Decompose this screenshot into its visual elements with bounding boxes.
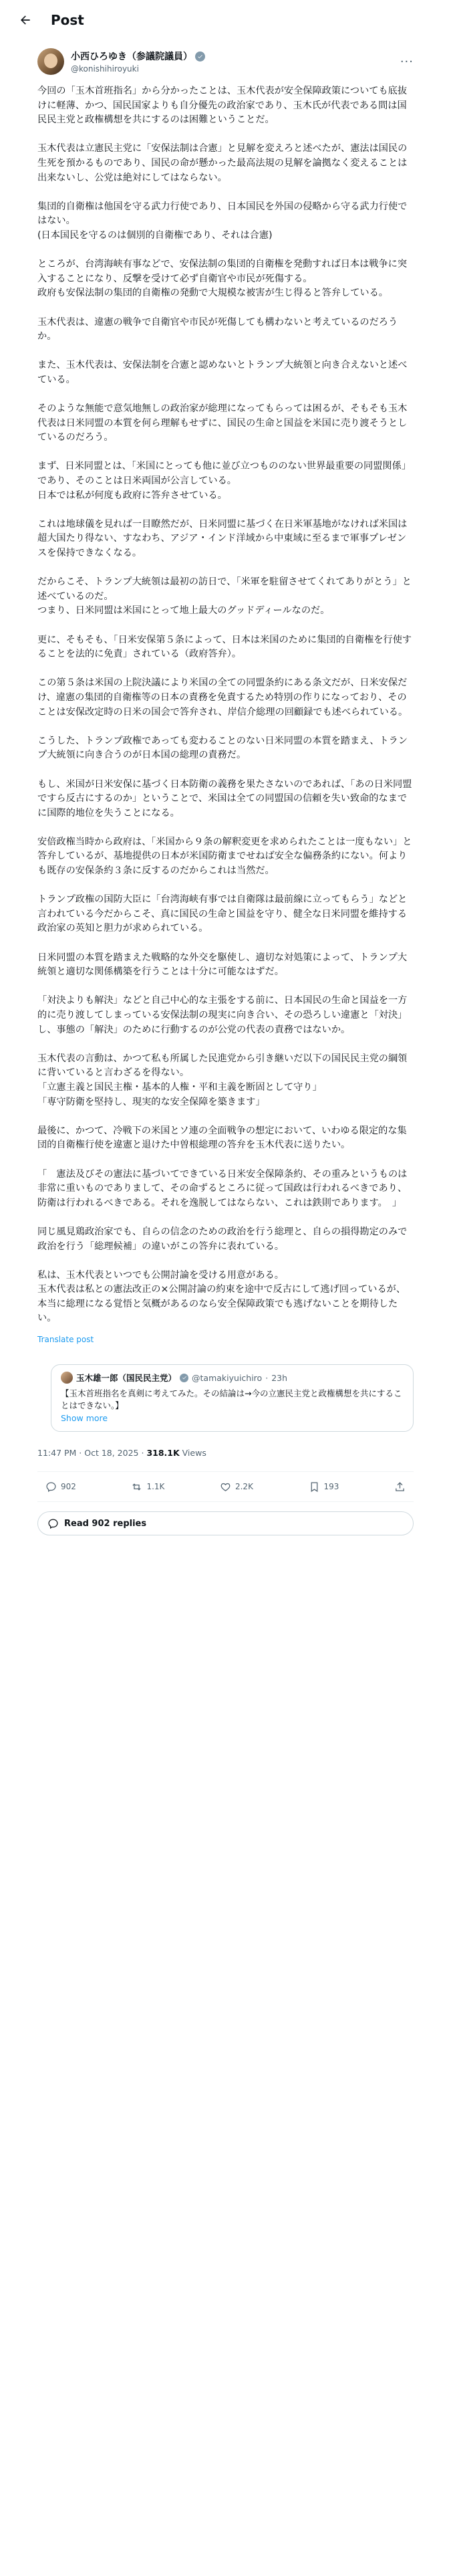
author-handle[interactable]: @konishihiroyuki — [71, 64, 139, 74]
post-paragraph: 私は、玉木代表といつでも公開討論を受ける用意がある。 玉木代表は私との憲法改正の×公開討論の約束を途中で反古にして逃げ回っているが、本当に総理になる覚悟と気概があるのなら安全保障政策でも逃げないことを期待したい。 — [37, 1269, 406, 1324]
repost-count: 1.1K — [146, 1482, 165, 1492]
read-replies-button[interactable] — [37, 1511, 414, 1535]
bookmark-icon — [309, 1481, 320, 1493]
post-paragraph: 「 憲法及びその憲法に基づいてできている日米安全保障条約、その重みというものは非常に重いものでありまして、その命ずるところに従って国政は行われるべきであり、防衛は行われるべきである。それを逸脱してはならない、これは鉄則であります。 」 — [37, 1168, 408, 1208]
post-paragraph: 玉木代表の言動は、かつて私も所属した民進党から引き継いだ以下の国民民主党の綱領に背いていると言わざるを得ない。 「立憲主義と国民主権・基本的人権・平和主義を断固として守り」 「専守防衛を堅持し、現実的な安全保障を築きます」 — [37, 1053, 408, 1107]
post-paragraph: これは地球儀を見れば一目瞭然だが、日米同盟に基づく在日米軍基地がなければ米国は超大国たり得ない、すなわち、アジア・インド洋域から中東域に至るまで軍事プレゼンスを保持できなくなる。 — [37, 518, 408, 558]
avatar[interactable] — [37, 48, 64, 75]
post-paragraph: 更に、そもそも、「日米安保第５条によって、日本は米国のために集団的自衛権を行使することを法的に免責」されている（政府答弁）。 — [37, 634, 412, 660]
author-name-line — [71, 49, 400, 63]
quoted-post-card[interactable] — [51, 1364, 414, 1432]
quote-separator: · — [265, 1372, 269, 1383]
read-replies-label: Read 902 replies — [64, 1518, 147, 1529]
reply-button[interactable] — [45, 1481, 76, 1493]
views-count: 318.1K — [146, 1448, 180, 1459]
post-paragraph: もし、米国が日米安保に基づく日本防衛の義務を果たさないのであれば、「あの日米同盟ですら反古にするのか」ということで、米国は全ての同盟国の信頼を失い致命的なまでに国際的地位を失うことになる。 — [37, 778, 412, 819]
post-paragraph: 同じ風見鶏政治家でも、自らの信念のための政治を行う総理と、自らの損得勘定のみで政治を行う「総理候補」の違いがこの答弁に表れている。 — [37, 1226, 408, 1252]
post-paragraph: ところが、台湾海峡有事などで、安保法制の集団的自衛権を発動すれば日本は戦争に突入することになり、反撃を受けて必ず自衛官や市民が死傷する。 政府も安保法制の集団的自衛権の発動で大規模な被害が生じ得ると答弁している。 — [37, 259, 408, 299]
like-count: 2.2K — [235, 1482, 253, 1492]
quote-author-name: 玉木雄一郎（国民民主党） — [76, 1373, 177, 1384]
post-paragraph: 日米同盟の本質を踏まえた戦略的な外交を駆使し、適切な対処策によって、トランプ大統領と適切な関係構築を行うことは十分に可能なはずだ。 — [37, 952, 408, 978]
like-icon — [220, 1481, 231, 1493]
show-more-link[interactable]: Show more — [61, 1413, 108, 1424]
post-paragraph: トランプ政権の国防大臣に「台湾海峡有事では自衛隊は最前線に立ってもらう」などと言われている今だからこそ、真に国民の生命と国益を守り、健全な日米同盟を維持する政治家の英知と胆力が求められている。 — [37, 894, 408, 934]
verified-badge-icon — [180, 1374, 188, 1382]
share-button[interactable] — [394, 1481, 406, 1493]
post-meta — [0, 1448, 451, 1458]
back-button[interactable] — [13, 8, 37, 32]
author-name[interactable]: 小西ひろゆき（参議院議員） — [71, 51, 192, 62]
translate-post-link[interactable]: Translate post — [37, 1334, 94, 1344]
repost-button[interactable] — [131, 1481, 164, 1493]
like-button[interactable] — [220, 1481, 253, 1493]
author-info — [71, 49, 400, 74]
meta-separator: · — [141, 1448, 147, 1459]
post-paragraph: 安倍政権当時から政府は、「米国から９条の解釈変更を求められたことは一度もない」と答弁しているが、基地提供の日本が米国防衛までせねば安全な偏務条約にない。何よりも既存の安保条約３条に反するのだからこれは当然だ。 — [37, 836, 412, 877]
post-paragraph: まず、日米同盟とは、「米国にとっても他に並び立つもののない世界最重要の同盟関係」であり、そのことは日米両国が公言している。 日本では私が何度も政府に答弁させている。 — [37, 461, 411, 501]
post-paragraph: 玉木代表は、違憲の戦争で自衛官や市民が死傷しても構わないと考えているのだろうか。 — [37, 316, 398, 342]
post-time[interactable]: 11:47 PM · Oct 18, 2025 — [37, 1448, 139, 1459]
reply-count: 902 — [61, 1482, 76, 1492]
share-icon — [394, 1481, 406, 1493]
post-paragraph: こうした、トランプ政権であっても変わることのない日米同盟の本質を踏まえ、トランプ大統領に向き合うのが日本国の総理の責務だ。 — [37, 735, 408, 761]
back-arrow-icon — [19, 13, 32, 27]
post-paragraph: 玉木代表は立憲民主党に「安保法制は合憲」と見解を変えろと述べたが、憲法は国民の生死を預かるものであり、国民の命が懸かった最高法規の見解を論拠なく変えることは出来ないし、公党は絶対にしてはならない。 — [37, 143, 408, 183]
bookmark-count: 193 — [323, 1482, 339, 1492]
quote-author-handle: @tamakiyuichiro — [192, 1372, 263, 1383]
quote-time: 23h — [271, 1372, 288, 1383]
quote-text: 【玉木首班指名を真剣に考えてみた。その結論は→今の立憲民主党と政権構想を共にすることはできない。】 — [61, 1388, 402, 1411]
chat-bubble-icon — [47, 1518, 59, 1529]
post-paragraph: だからこそ、トランプ大統領は最初の訪日で、「米軍を駐留させてくれてありがとう」と述べているのだ。 つまり、日米同盟は米国にとって地上最大のグッドディールなのだ。 — [37, 576, 412, 617]
quote-header — [61, 1372, 404, 1384]
post-paragraph: また、玉木代表は、安保法制を合憲と認めないとトランプ大統領と向き合えないと述べている。 — [37, 360, 408, 385]
top-bar — [0, 0, 451, 40]
post-paragraph: 今回の「玉木首班指名」から分かったことは、玉木代表が安全保障政策についても底抜けに軽薄、かつ、国民国家よりも自分優先の政治家であり、玉木氏が代表である間は国民民主党と政権構想を共にするのは困難ということだ。 — [37, 86, 408, 126]
post-paragraph: そのような無能で意気地無しの政治家が総理になってもらっては困るが、そもそも玉木代表は日米同盟の本質を何ら理解もせずに、国民の生命と国益を米国に売り渡そうとしているのだろう。 — [37, 403, 408, 443]
post-paragraph: 最後に、かつて、冷戦下の米国とソ連の全面戦争の想定において、いわゆる限定的な集団的自衛権行使を違憲と退けた中曽根総理の答弁を玉木代表に送りたい。 — [37, 1125, 407, 1151]
author-row — [0, 40, 451, 78]
repost-icon — [131, 1481, 142, 1493]
post-body — [0, 78, 451, 1347]
bookmark-button[interactable] — [309, 1481, 339, 1493]
verified-badge-icon — [195, 51, 205, 62]
reply-icon — [45, 1481, 57, 1493]
post-paragraph: 集団的自衛権は他国を守る武力行使であり、日本国民を外国の侵略から守る武力行使ではない。 (日本国民を守るのは個別的自衛権であり、それは合憲) — [37, 201, 408, 241]
post-paragraph: 「対決よりも解決」などと自己中心的な主張をする前に、日本国民の生命と国益を一方的に売り渡してしまっている安保法制の現実に向き合い、その恐ろしい違憲と「対決」し、事態の「解決」のために行動するのが公党の代表の責務ではないか。 — [37, 995, 408, 1035]
views-label: Views — [182, 1448, 206, 1459]
more-icon[interactable]: ··· — [400, 54, 414, 69]
action-bar — [37, 1471, 414, 1502]
page-title: Post — [51, 12, 84, 28]
quote-avatar — [61, 1372, 73, 1384]
post-paragraph: この第５条は米国の上院決議により米国の全ての同盟条約にある条文だが、日米安保だけ、違憲の集団的自衛権等の日本の責務を免責するため特別の作りになっており、そのことは安保改定時の日米の国会で答弁され、岸信介総理の回顧録でも述べられている。 — [37, 677, 408, 718]
